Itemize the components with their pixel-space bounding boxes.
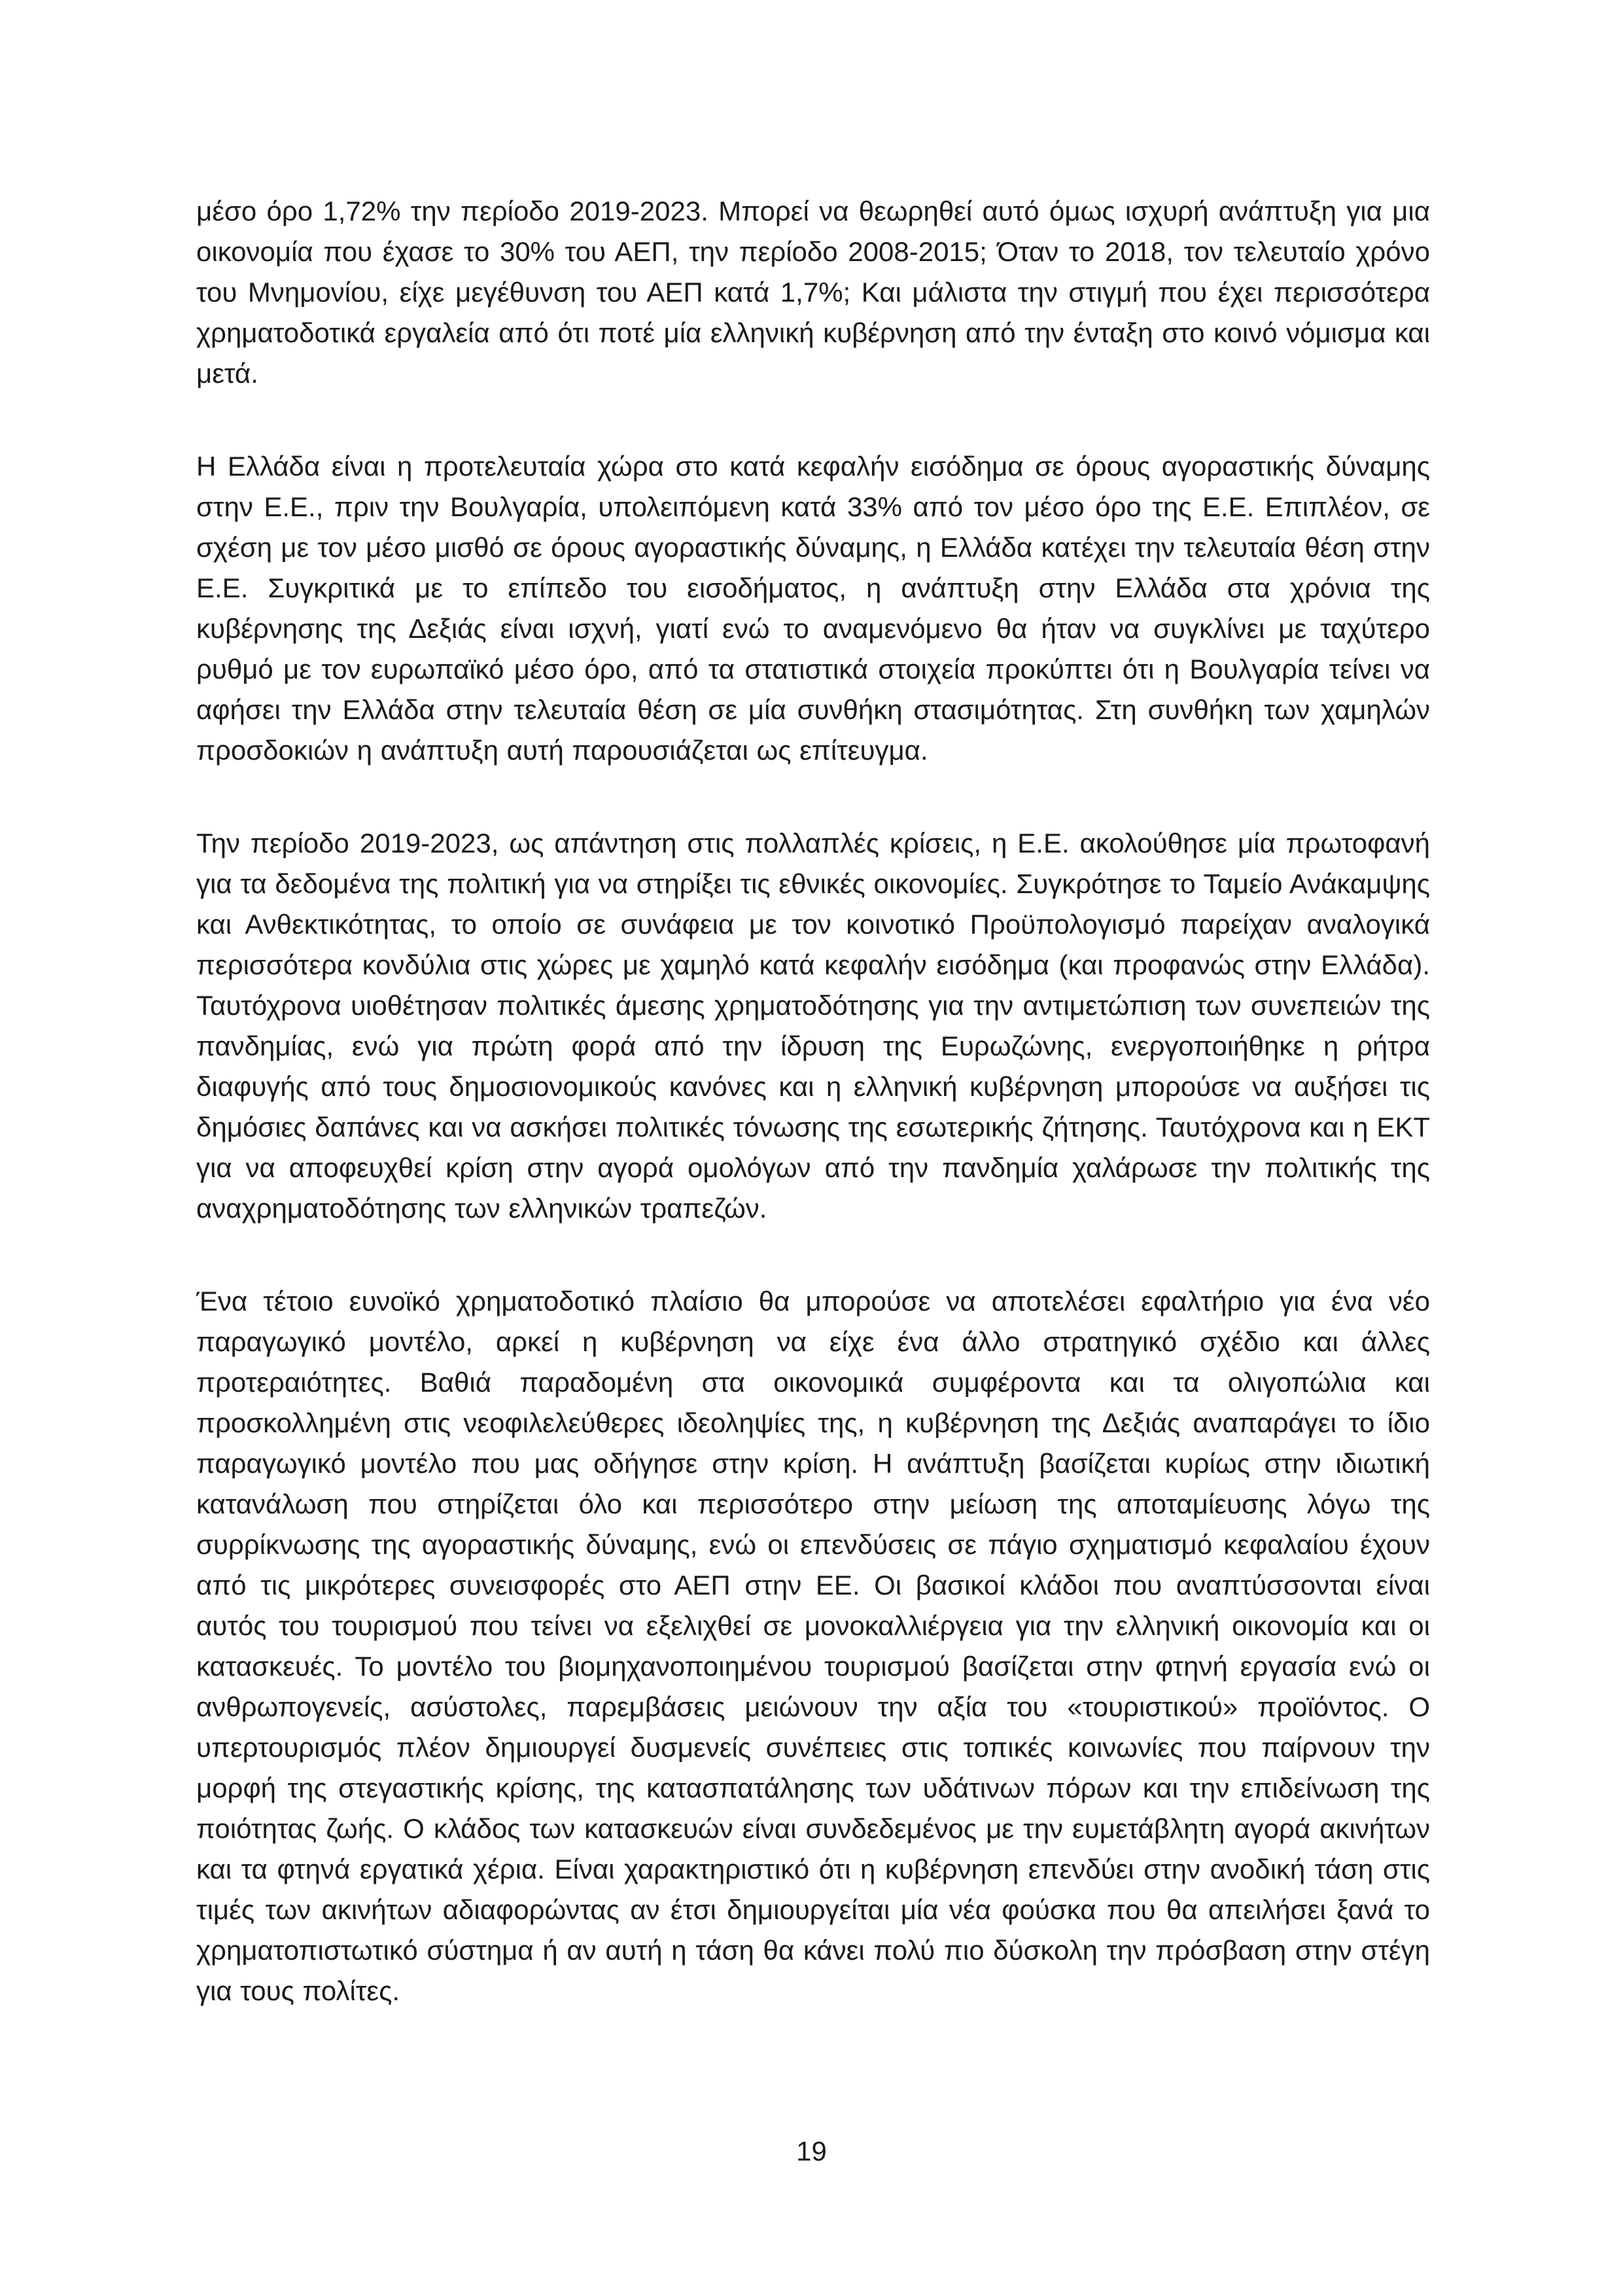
- body-text: [196, 191, 1430, 2011]
- paragraph-3: Την περίοδο 2019-2023, ως απάντηση στις πολλαπλές κρίσεις, η Ε.Ε. ακολούθησε μία πρωτοφανή για τα δεδομένα της πολιτική για να στηρίξει τις εθνικές οικονομίες. Συγκρότησε το Ταμείο Ανάκαμψης και Ανθεκτικότητας, το οποίο σε συνάφεια με τον κοινοτικό Προϋπολογισμό παρείχαν αναλογικά περισσότερα κονδύλια στις χώρες με χαμηλό κατά κεφαλήν εισόδημα (και προφανώς στην Ελλάδα). Ταυτόχρονα υιοθέτησαν πολιτικές άμεσης χρηματοδότησης για την αντιμετώπιση των συνεπειών της πανδημίας, ενώ για πρώτη φορά από την ίδρυση της Ευρωζώνης, ενεργοποιήθηκε η ρήτρα διαφυγής από τους δημοσιονομικούς κανόνες και η ελληνική κυβέρνηση μπορούσε να αυξήσει τις δημόσιες δαπάνες και να ασκήσει πολιτικές τόνωσης της εσωτερικής ζήτησης. Ταυτόχρονα και η ΕΚΤ για να αποφευχθεί κρίση στην αγορά ομολόγων από την πανδημία χαλάρωσε την πολιτικής της αναχρηματοδότησης των ελληνικών τραπεζών.: [196, 828, 1430, 1224]
- page-number: 19: [796, 2136, 827, 2166]
- paragraph-4: Ένα τέτοιο ευνοϊκό χρηματοδοτικό πλαίσιο θα μπορούσε να αποτελέσει εφαλτήριο για ένα νέο παραγωγικό μοντέλο, αρκεί η κυβέρνηση να είχε ένα άλλο στρατηγικό σχέδιο και άλλες προτεραιότητες. Βαθιά παραδομένη στα οικονομικά συμφέροντα και τα ολιγοπώλια και προσκολλημένη στις νεοφιλελεύθερες ιδεοληψίες της, η κυβέρνηση της Δεξιάς αναπαράγει το ίδιο παραγωγικό μοντέλο που μας οδήγησε στην κρίση. Η ανάπτυξη βασίζεται κυρίως στην ιδιωτική κατανάλωση που στηρίζεται όλο και περισσότερο στην μείωση της αποταμίευσης λόγω της συρρίκνωσης της αγοραστικής δύναμης, ενώ οι επενδύσεις σε πάγιο σχηματισμό κεφαλαίου έχουν από τις μικρότερες συνεισφορές στο ΑΕΠ στην ΕΕ. Οι βασικοί κλάδοι που αναπτύσσονται είναι αυτός του τουρισμού που τείνει να εξελιχθεί σε μονοκαλλιέργεια για την ελληνική οικονομία και οι κατασκευές. Το μοντέλο του βιομηχανοποιημένου τουρισμού βασίζεται στην φτηνή εργασία ενώ οι ανθρωπογενείς, ασύστολες, παρεμβάσεις μειώνουν την αξία του «τουριστικού» προϊόντος. Ο υπερτουρισμός πλέον δημιουργεί δυσμενείς συνέπειες στις τοπικές κοινωνίες που παίρνουν την μορφή της στεγαστικής κρίσης, της κατασπατάλησης των υδάτινων πόρων και την επιδείνωση της ποιότητας ζωής. Ο κλάδος των κατασκευών είναι συνδεδεμένος με την ευμετάβλητη αγορά ακινήτων και τα φτηνά εργατικά χέρια. Είναι χαρακτηριστικό ότι η κυβέρνηση επενδύει στην ανοδική τάση στις τιμές των ακινήτων αδιαφορώντας αν έτσι δημιουργείται μία νέα φούσκα που θα απειλήσει ξανά το χρηματοπιστωτικό σύστημα ή αν αυτή η τάση θα κάνει πολύ πιο δύσκολη την πρόσβαση στην στέγη για τους πολίτες.: [196, 1286, 1430, 2006]
- paragraph-1: μέσο όρο 1,72% την περίοδο 2019-2023. Μπορεί να θεωρηθεί αυτό όμως ισχυρή ανάπτυξη για μια οικονομία που έχασε το 30% του ΑΕΠ, την περίοδο 2008-2015; Όταν το 2018, τον τελευταίο χρόνο του Μνημονίου, είχε μεγέθυνση του ΑΕΠ κατά 1,7%; Και μάλιστα την στιγμή που έχει περισσότερα χρηματοδοτικά εργαλεία από ότι ποτέ μία ελληνική κυβέρνηση από την ένταξη στο κοινό νόμισμα και μετά.: [196, 196, 1430, 389]
- paragraph-2: Η Ελλάδα είναι η προτελευταία χώρα στο κατά κεφαλήν εισόδημα σε όρους αγοραστικής δύναμης στην Ε.Ε., πριν την Βουλγαρία, υπολειπόμενη κατά 33% από τον μέσο όρο της Ε.Ε. Επιπλέον, σε σχέση με τον μέσο μισθό σε όρους αγοραστικής δύναμης, η Ελλάδα κατέχει την τελευταία θέση στην Ε.Ε. Συγκριτικά με το επίπεδο του εισοδήματος, η ανάπτυξη στην Ελλάδα στα χρόνια της κυβέρνησης της Δεξιάς είναι ισχνή, γιατί ενώ το αναμενόμενο θα ήταν να συγκλίνει με ταχύτερο ρυθμό με τον ευρωπαϊκό μέσο όρο, από τα στατιστικά στοιχεία προκύπτει ότι η Βουλγαρία τείνει να αφήσει την Ελλάδα στην τελευταία θέση σε μία συνθήκη στασιμότητας. Στη συνθήκη των χαμηλών προσδοκιών η ανάπτυξη αυτή παρουσιάζεται ως επίτευγμα.: [196, 451, 1430, 766]
